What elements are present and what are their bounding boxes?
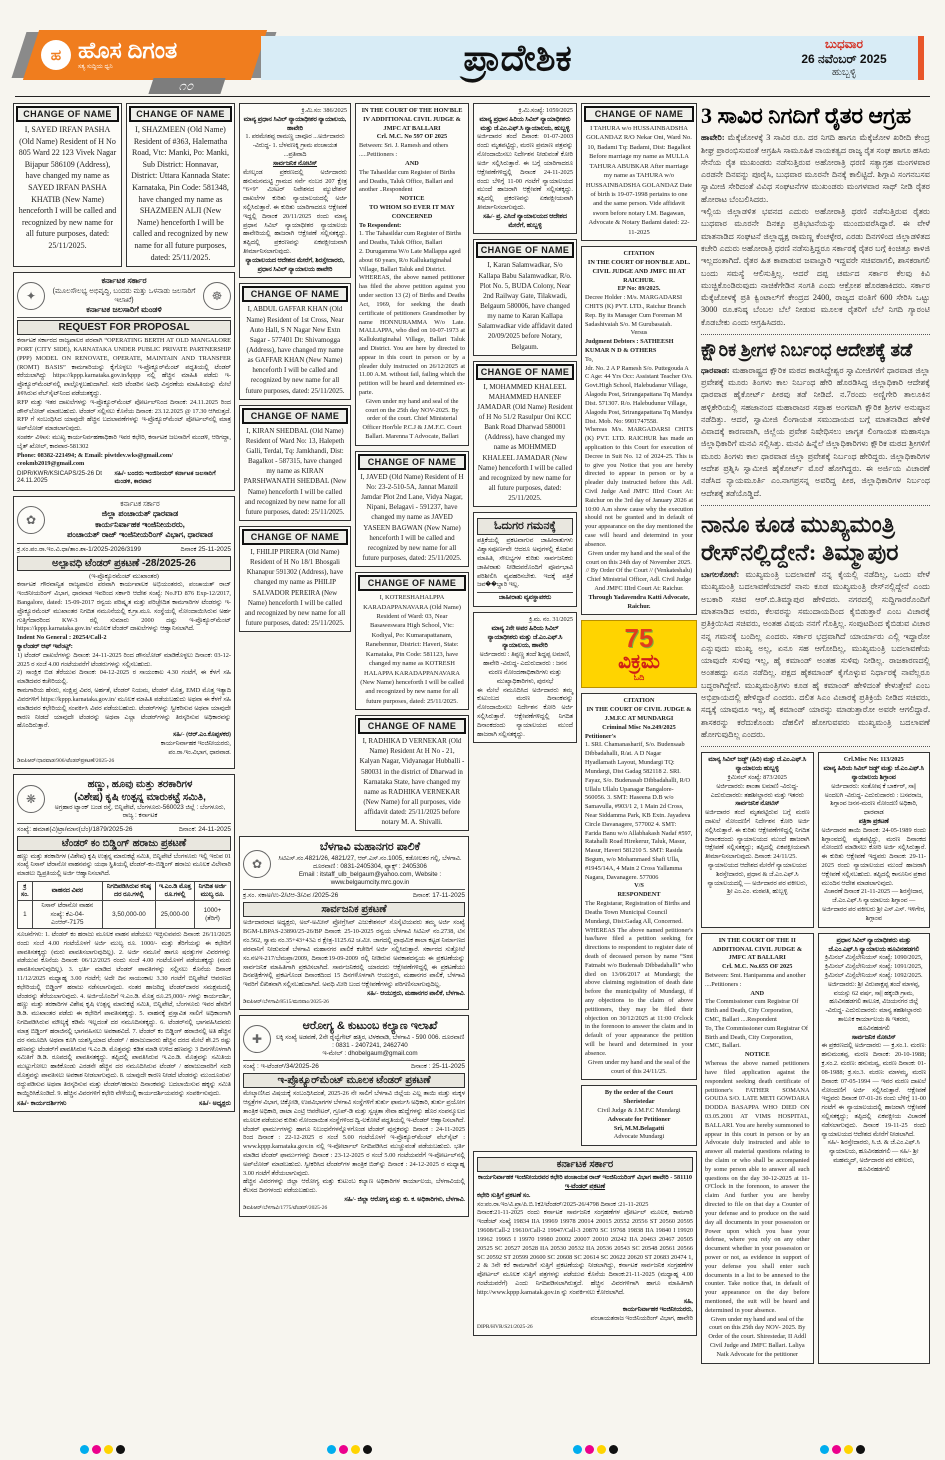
newspaper-tagline: ಸತ್ಯ ಸುದ್ದಿಯ ಧ್ವನಿ bbox=[78, 64, 113, 70]
apmc-ref: ಸಂಖ್ಯೆ: ಹಮಾಶ(ವಿ)ಟ್ರಾ/ಮಾನ(ಬೆಂ)/1879/2025-26 bbox=[17, 825, 133, 833]
notice-body: ಅರ್ಜಿದಾರರ ತಾಯಿ ದಿನಾಂಕ: 24-05-1989 ರಂದು ಶಿಗ್ಗಾಂವದಲ್ಲಿ ಮೃತಪಟ್ಟಿದ್ದು, ಮರಣ ದಿನಾಂಕದ ನೋಂದಣಿ ಮಾಡಿಸಲು ಕೋರಿ ಅರ್ಜಿ ಸಲ್ಲಿಸಿರುತ್ತಾರೆ. ಈ ಕುರಿತು ಆಕ್ಷೇಪಣೆ ಇದ್ದವರು ದಿನಾಂಕ: 29-11-2025 ರಂದು ನ್ಯಾಯಾಲಯದ ಮುಂದೆ ಹಾಜರಾಗಿ ಆಕ್ಷೇಪಣೆ ಸಲ್ಲಿಸಬಹುದು. ತಪ್ಪಿದಲ್ಲಿ ಕಾನೂನಿನ ಪ್ರಕಾರ ಮುಂದಿನ ಆದೇಶ ಮಾಡಲಾಗುವುದು. bbox=[821, 826, 926, 887]
notice-signoff: ಸಹಿ/- ಶಿರಸ್ತೇದಾರರು, ಸಿ.ಜಿ. & ಜೆ.ಎಂ.ಎಫ್.ಸಿ ನ್ಯಾಯಾಲಯ, ಹೂವಿನಹಡಗಲಿ — ಸಹಿ/- ಶ್ರೀ ಮಹಮ್ಮದ್, ಅರ್ಜಿದಾರರ ಪರ ವಕೀಲರು, ಹೂವಿನಹಡಗಲಿ bbox=[827, 1139, 920, 1173]
case-ref: ಕ್ರಿ.ಮಿ.ಸಂಖ್ಯೆ: 1059/2025 bbox=[518, 107, 573, 114]
zp-signoff1: ಸಹಿ/- (ಆರ್.ಎಂ.ಕೊಪ್ಪಳಕರ) bbox=[173, 731, 231, 739]
haveri-signoff1: ಸಹಿ, bbox=[683, 1297, 693, 1305]
court-name: ಮಾನ್ಯ 2ನೇ ಅಪರ ಹಿರಿಯ ಸಿವಿಲ್ ನ್ಯಾಯಾಧೀಶರು ಮತ್ತು ಜೆ.ಎಂ.ಎಫ್.ಸಿ ನ್ಯಾಯಾಲಯ, ಹಾವೇರಿ bbox=[487, 624, 563, 650]
haveri-title: ಇ-ಟೆಂಡರ್ ಪ್ರಕಟಣೆ bbox=[564, 1183, 606, 1190]
court-notice-113 bbox=[818, 752, 931, 927]
notice-heading: CHANGE OF NAME bbox=[584, 106, 694, 122]
article-headline: 3 ಸಾವಿರ ನಿಗದಿಗೆ ರೈತರ ಆಗ್ರಹ bbox=[701, 103, 912, 128]
parties: ಅರ್ಜಿದಾರರು: ಶ್ರೀ ವಿರುಪಾಕ್ಷಪ್ಪ ತಂದೆ ಮಾಳಪ್ಪ, ವಯಸ್ಸು 62 ವರ್ಷ, ಸಾ|| ಹಕ್ಕಂಡಿ ಗ್ರಾಮ, ಹೂವಿನಹಡಗಲಿ ತಾಲೂಕ, ವಿಜಯನಗರ ಜಿಲ್ಲೆ -ವಿರುದ್ಧ- ಎದುರುದಾರರು: ಮಾನ್ಯ ತಹಶೀಲ್ದಾರರು ತಾಲೂಕ ಕಾರ್ಯಾಲಯ & ಇತರರು, ಹೂವಿನಹಡಗಲಿ bbox=[825, 980, 922, 1032]
order-line: Civil Judge & J.M.F.C Mundargi bbox=[597, 1106, 681, 1114]
notice-heading: CHANGE OF NAME bbox=[242, 408, 348, 424]
order-line: Advocate for Petitioner bbox=[607, 1115, 671, 1123]
apmc-emblem-icon: ❋ bbox=[17, 785, 45, 813]
notice-body: I, ABDUL GAFFAR KHAN (Old Name) Resident of 1st Cross, Near Auto Hall, S N Nagar New Extn Sagar - 577401 Dt: Shivamogga (Address), have changed my name as GAFFAR KHAN (New Name) henceforth I will be called and recognized by new name for all future purposes, dated: 25/11/2025. bbox=[245, 305, 345, 395]
dateline: ಹಾವೇರಿ: bbox=[701, 133, 725, 143]
court-name: IN THE COURT OF HON'BLE ADL. CIVIL JUDGE AND JMFC III AT RAICHUR. bbox=[587, 258, 691, 284]
court-notice-ballari-597 bbox=[355, 103, 469, 446]
through-advocate: Through Yadavendra Katti Advocate, Raichur. bbox=[588, 593, 690, 610]
notice-label: NOTICE bbox=[399, 195, 425, 203]
palike-date: ದಿನಾಂಕ: 17-11-2025 bbox=[412, 892, 465, 900]
health-address: ಲಕ್ಕಿ ಸಂಖ್ಯೆ ಅಡವಣೆ, 2ನೇ ರೈಲ್ವೆಗೇಟ್ ಹತ್ತಿರ, ಟಿಳಕವಾಡಿ, ಬೆಳಗಾವಿ - 590 006. ದೂರವಾಣಿ : 0831 - 2407241, 2462740 bbox=[275, 1033, 465, 1049]
court-name: ಮಾನ್ಯ ಹಿರಿಯ ಸಿವಿಲ್ ಜಡ್ಜ್ ಮತ್ತು ಜೆ.ಎಂ.ಎಫ್.ಸಿ ನ್ಯಾಯಾಲಯ ಶಿಗ್ಗಾಂವ bbox=[823, 765, 924, 781]
zp-office1: ಜಿಲ್ಲಾ ಪಂಚಾಯತ್ ಧಾರವಾಡ bbox=[101, 509, 179, 519]
court-notice-1090 bbox=[818, 933, 931, 1364]
court-name: ಪ್ರಧಾನ ಸಿವಿಲ್ ನ್ಯಾಯಾಧೀಶರು ಮತ್ತು ಜೆ.ಎಂ.ಎಫ್.ಸಿ ನ್ಯಾಯಾಲಯ ಹೂವಿನಹಡಗಲಿ bbox=[828, 936, 920, 953]
table-row bbox=[18, 901, 231, 929]
dateline: ಬಾಗಲಕೋಟೆ: bbox=[701, 570, 740, 580]
respondent: The Tahasildar cum Register of Births and Deaths, Taluk Office, Ballari and another ..Respondent bbox=[359, 168, 456, 194]
article-divider bbox=[701, 334, 930, 335]
apmc-col-header: ವಾಹನದ ವಿವರ bbox=[32, 882, 102, 901]
notice-body: ಈ ಮೇಲೆ ನಮೂದಿಸಿದ ಅರ್ಜಿದಾರರು ತಮ್ಮ ಕುಟುಂಬದ ಮರಣ ದಿನಾಂಕವನ್ನು ನೋಂದಾಯಿಸಲು ನಿರ್ದೇಶನ ಕೋರಿ ಅರ್ಜಿ ಸಲ್ಲಿಸಿರುತ್ತಾರೆ. ಆಕ್ಷೇಪಣೆಗಳಿದ್ದಲ್ಲಿ ನಿಗದಿತ ದಿನಾಂಕದಂದು ನ್ಯಾಯಾಲಯದ ಮುಂದೆ ಹಾಜರಾಗಿ ಸಲ್ಲಿಸತಕ್ಕದ್ದು. bbox=[477, 686, 573, 738]
notice-heading: CHANGE OF NAME bbox=[242, 286, 348, 302]
weekday: ಬುಧವಾರ bbox=[825, 36, 863, 51]
notice-body: ಅರ್ಜಿದಾರರ ತಂದೆ ದಿನಾಂಕ: 01-07-2003 ರಂದು ಮೃತಪಟ್ಟಿದ್ದು, ಮರಣ ಪ್ರಮಾಣ ಪತ್ರವನ್ನು ನೋಂದಾಯಿಸಲು ನಿರ್ದೇಶನ ನೀಡುವಂತೆ ಕೋರಿ ಅರ್ಜಿ ಸಲ್ಲಿಸಿರುತ್ತಾರೆ. ಈ ಬಗ್ಗೆ ಯಾರಿಗಾದರೂ ಆಕ್ಷೇಪಣೆಗಳಿದ್ದಲ್ಲಿ ದಿನಾಂಕ 24-11-2025 ರಂದು ಬೆಳಿಗ್ಗೆ 11-00 ಗಂಟೆಗೆ ನ್ಯಾಯಾಲಯದ ಮುಂದೆ ಹಾಜರಾಗಿ ಆಕ್ಷೇಪಣೆ ಸಲ್ಲಿಸತಕ್ಕದ್ದು. ತಪ್ಪಿದಲ್ಲಿ ಪ್ರಕರಣವನ್ನು ಏಕಪಕ್ಷೀಯವಾಗಿ ತೀರ್ಮಾನಿಸಲಾಗುವುದು. bbox=[477, 133, 573, 211]
health-body1: ಮೇಲ್ಕಾಣಿಸಿದ ವಿಷಯಕ್ಕೆ ಸಂಬಂಧಿಸಿದಂತೆ, 2025-26 ನೇ ಸಾಲಿಗೆ ಬೆಳಗಾವಿ ಜಿಲ್ಲೆಯ ಎಲ್ಲ ತಾಯಿ ಮತ್ತು ಮಕ್ಕಳ ಆಸ್ಪತ್ರೆಗಳ ವಿಭಾಗ, ಚಿಕ್ಕೋಡಿ, ಉಪವಿಭಾಗಗಳ ಬೆಳಗಾವಿ ಸಂಸ್ಥೆಗಳಿಗೆ ತುರ್ತು ಫಾರ್ಮಸಿ ಅಧಿಕಾರಿ, ತುರ್ತು ಪ್ರಯೋಗ ತಾಂತ್ರಿಕ ಅಧಿಕಾರಿ, ಡಾಟಾ ಎಂಟ್ರಿ ಆಪರೇಟರ್, ಗ್ರೂಪ್-ಡಿ ಮತ್ತು ಸ್ವಚ್ಛತಾ ಸೇವಾ ಹುದ್ದೆಗಳನ್ನು ಹೊರ ಸಂಪನ್ಮೂಲದ ಮೂಲಕ ಪಡೆಯುವ ಕುರಿತು ನೋಂದಾಯಿತ ಸಂಸ್ಥೆಗಳಿಂದ ದ್ವಿ-ಲಕೋಟೆ ಪದ್ಧತಿಯಲ್ಲಿ ಇ-ಟೆಂಡರ್ ಆಹ್ವಾನಿಸಲಾಗಿದೆ. bbox=[243, 1090, 465, 1124]
notice-body: I, KIRAN SHEDBAL (Old Name) Resident of Ward No: 13, Halepeth Galli, Terdal, Tq: Jamkhandi, Dist: Bagalkot - 587315, have changed my name as KIRAN PARSHWANATH SHEDBAL (New Name) henceforth I will be called and recognized by new name for all future purposes, dated: 25/11/2025. bbox=[243, 426, 347, 516]
date-block bbox=[774, 37, 924, 80]
respondent-label: RESPONDENT bbox=[617, 891, 661, 899]
notice-body: I, MOHAMMED KHALEEL MAHAMMED HANEEF JAMADAR (Old Name) Resident of H No 51/2 Rasulpur Oni KCC Bank Road Dharwad 580001 (Address), have changed my name as MOHMMED KHALEEL JAMADAR (New Name) henceforth I will be called and recognized by new name for all future purposes, dated: 25/11/2025. bbox=[477, 382, 573, 503]
and-label: AND bbox=[405, 159, 419, 167]
notice-footer: Given under my hand and seal of the court on this 25th day NOV- 2025. By Order of the court. Shirestedar, II Addl Civil Judge and JMFC Ballari. Laliya Naik Advocate for the petitioner bbox=[708, 1315, 807, 1358]
column-a bbox=[13, 103, 235, 1423]
readers-note-signoff: ಜಾಹೀರಾತು ವ್ಯವಸ್ಥಾಪಕರು bbox=[477, 592, 573, 603]
court-name: ಮಾನ್ಯ ಪ್ರಧಾನ ಹಿರಿಯ ಸಿವಿಲ್ ನ್ಯಾಯಾಧೀಶರು ಮತ್ತು ಜೆ.ಎಂ.ಎಫ್.ಸಿ ನ್ಯಾಯಾಲಯ, ಹುಬ್ಬಳ್ಳಿ bbox=[479, 115, 571, 132]
right-notices-row2 bbox=[701, 933, 930, 1369]
court-notice-655 bbox=[701, 933, 814, 1364]
haveri-ref: ಸಂ:ಪಂ.ರಾ.ಇಂ/ವಿ.ಪ್ರಾ/ಪಿ.ಬಿ.1ಕ2/ಟೆಂಡರ್/2025-26/4798 ದಿನಾಂಕ :21-11-2025 bbox=[477, 1200, 649, 1208]
vikrama-75-badge: 75 bbox=[624, 623, 654, 654]
notice-body: I, SHAZMEEN (Old Name) Resident of #363, Halematha Road, Vtc: Manki, Po: Manki, Sub District: Honnavar, District: Uttara Kannada State: Karnataka, Pin Code: 581348, have changed my name as SHAZMEEN ALJI (New Name) henceforth I will be called and recognized by new name for all future purposes, dated: 25/11/2025. bbox=[131, 125, 230, 262]
rfp-gov1: ಕರ್ನಾಟಕ ಸರ್ಕಾರ bbox=[101, 276, 147, 286]
between: Between: Smt. Hanipamma and another ....Petitioners : bbox=[705, 971, 806, 988]
column-de bbox=[473, 103, 697, 1423]
vs-label: V/S bbox=[634, 882, 644, 890]
article-headline: ನಾನೂ ಕೂಡ ಮುಖ್ಯಮಂತ್ರಿ ರೇಸ್‌ನಲ್ಲಿದ್ದೇನೆ: ತಿಮ್ಮಾಪುರ bbox=[701, 511, 899, 565]
haveri-signoff2: ಕಾರ್ಯನಿರ್ವಾಹಕ ಇಂಜಿನೀಯರರು, bbox=[622, 1306, 693, 1314]
article-body: ಮಹಾರಾಷ್ಟ್ರದ ಕ್ಷೌರಿಕ ಮಠದ ಕಾಡಸಿದ್ಧೇಶ್ವರ ಸ್ವಾಮೀಜಿಗಳಿಗೆ ಧಾರವಾಡ ಜಿಲ್ಲಾ ಪ್ರವೇಶಕ್ಕೆ ಮೂರು ತಿಂಗಳು ಕಾಲ ನಿರ್ಬಂಧ ಹೇರಿ ಹೊರಡಿಸಿದ್ದ ಜಿಲ್ಲಾಧಿಕಾರಿ ಆದೇಶಕ್ಕೆ ಧಾರವಾಡ ಹೈಕೋರ್ಟ್ ಪೀಠವು ತಡೆ ನೀಡಿದೆ. ನ.7ರಂದು ಅಣ್ಣಿಗೇರಿ ತಾಲೂಕಿನ ಹಳ್ಳಿಕೇರಿಯಲ್ಲಿ ಸಹಜಾನಂದ ಮಹಾರಾಜರ ಸಪ್ತಾಹ ಅಂಗವಾಗಿ ಕ್ಷೌರಿಕ ಶ್ರೀಗಳ ಅನುಷ್ಠಾನ ನಡೆದಿತ್ತು. ಆದರೆ, ಸ್ವಾಮೀಜಿ ಲಿಂಗಾಯತ ಸಮುದಾಯದ ಬಗ್ಗೆ ಮಾತನಾಡಿದ ಹೇಳಿಕೆ ವಿವಾದಕ್ಕೆ ಕಾರಣವಾಗಿ, ಜಿಲ್ಲೆಯ ಪ್ರವೇಶ ನಿಷೇಧಿಸಲು ಜಾಗೃತ ಲಿಂಗಾಯತ ಮಹಾಸಭಾ ಜಿಲ್ಲಾಧಿಕಾರಿಗೆ ಮನವಿ ಸಲ್ಲಿಸಿತ್ತು. ಮನವಿ ಹಿನ್ನೆಲೆ ಜಿಲ್ಲಾಧಿಕಾರಿಗಳು ಕ್ಷೌರಿಕ ಮಠದ ಶ್ರೀಗಳಿಗೆ ಮೂರು ತಿಂಗಳು ಕಾಲ ಧಾರವಾಡ ಜಿಲ್ಲಾ ಪ್ರವೇಶಕ್ಕೆ ನಿರ್ಬಂಧ ಹೇರಿದ್ದರು. ಜಿಲ್ಲಾಧಿಕಾರಿಗಳ ಆದೇಶ ಪ್ರಶ್ನಿಸಿ ಸ್ವಾಮೀಜಿ ಹೈಕೋರ್ಟ್ ಮೊರೆ ಹೋಗಿದ್ದರು. ಈ ಅರ್ಜಿಯ ವಿಚಾರಣೆ ನಡೆಸಿದ ನ್ಯಾಯಮೂರ್ತಿ ಎಂ.ನಾಗಪ್ರಸನ್ನ ಅವರಿದ್ದ ಪೀಠ, ಜಿಲ್ಲಾಧಿಕಾರಿಗಳ ನಿರ್ಬಂಧ ಆದೇಶಕ್ಕೆ ತಡೆಯೊಡ್ಡಿದೆ. bbox=[701, 365, 931, 498]
respondent-1: 1. The Tahasildar cum Register of Births and Deaths, Taluk Office, Ballari bbox=[359, 230, 462, 247]
change-of-name-notice bbox=[239, 283, 351, 399]
health-email: ಇ-ಮೇಲ್ : dhobelgaum@gmail.com bbox=[322, 1050, 418, 1058]
petitioners: 1. SRI. Chamanasharif, S/o. Budensaab Dibbadahalli, R/at. A D Nagar Hyadlamath Layout, Mundargi TQ: Mundargi, Dist Gadag 582118 2. SRI. Fayaz, S/o. Budenasab Dibbadahalli, R/O Ullalu Ullalu Upanagar Bangalore-560056. 3. SMT: Haseena D.B w/o Samavulla, #903/1 2, 1 Main 2d Cross, Near Siddamma Park, KB Extn. Jayadeva Circle Davanagere, 577002 4. SMT: Farida Banu w/o Allabhakash Nadaf #597, Ratahalli Road Hirekerur, Taluk, Masur, Masur, Haveri 581210 5. SMT: Rasida Begum, w/o Mohammaed Shafi Ulla, #1945/14A, 4 Main 2 Cross Yallamma Nagara, Davanagere. 577006 bbox=[585, 741, 693, 881]
newspaper-logo bbox=[31, 30, 266, 92]
apmc-signoff-left: ಸಹಿ/- ಕಾರ್ಯದರ್ಶಿಗಳು bbox=[17, 1100, 67, 1108]
health-body3: ಹೆಚ್ಚಿನ ವಿವರಗಳನ್ನು ಜಿಲ್ಲಾ ಆರೋಗ್ಯ ಮತ್ತು ಕುಟುಂಬ ಕಲ್ಯಾಣ ಅಧಿಕಾರಿಗಳ ಕಾರ್ಯಾಲಯ, ಬೆಳಗಾವಿಯಲ್ಲಿ ಕೆಲಸದ ದಿನಗಳಂದು ಪಡೆಯಬಹುದು. bbox=[243, 1178, 465, 1195]
readers-note-body: ಪತ್ರಿಕೆಯಲ್ಲಿ ಪ್ರಕಟವಾಗುವ ಜಾಹೀರಾತುಗಳು ವಿಶ್ವಾಸಪೂರ್ಣವೇ ಆದರೂ ಅವುಗಳಲ್ಲಿ ಕೊಡುವ ಮಾಹಿತಿ, ಸೌಲಭ್ಯಗಳ ಕುರಿತು ಸಾರ್ವಜನಿಕರು ಜಾಹೀರಾತು ನೀಡಿದವರೊಂದಿಗೆ ಪೂರ್ವಭಾವಿ ಪರಿಶೀಲಿಸಿ ವ್ಯವಹರಿಸಬೇಕು. ಇದಕ್ಕೆ ಪತ್ರಿಕೆ ಜವ��ಬ್ದಾರಿ ಇಲ್ಲ. bbox=[477, 537, 573, 589]
case-number: ಕ್ರಿಮಿನಲ್ ಸಂಖ್ಯೆ: 873/2025 bbox=[727, 773, 787, 781]
respondent-2: 2. Durugamma W/o Late Mallappa aged about 60 years, R/o Kallukatiginahal Village, Ballari Taluk and District. bbox=[359, 248, 461, 273]
zp-sched2: 2) ಸಾಂಕ್ಷಿಕ ಬಿಡ ತೆರೆಯುವ ದಿನಾಂಕ: 04-12-2025 ರ ಸಾಯಂಕಾಲ 4.30 ಗಂಟೆಗೆ, ಈ ಕೆಳಗೆ ಸಹಿ ಮಾಡಿದವರ ಕಚೇರಿಯಲ್ಲಿ. bbox=[17, 669, 231, 686]
court-notice-haveri-386 bbox=[239, 103, 351, 278]
section-title: ಪ್ರಾದೇಶಿಕ bbox=[463, 37, 572, 78]
notice-heading: CHANGE OF NAME bbox=[476, 242, 574, 258]
masthead bbox=[13, 30, 932, 92]
govt-seal-icon: ✦ bbox=[17, 282, 45, 310]
rfp-notice bbox=[13, 272, 235, 491]
health-signoff: ಸಹಿ/- ಜಿಲ್ಲಾ ಆರೋಗ್ಯ ಮತ್ತು ಕು. ಕ. ಅಧಿಕಾರಿಗಳು, ಬೆಳಗಾವಿ. bbox=[344, 1196, 465, 1204]
apmc-table bbox=[17, 881, 231, 929]
cmyk-dots bbox=[80, 1445, 125, 1454]
apmc-conditions: ಸೂಚನೆಗಳು: 1. ಟೆಂಡರ್ ಕಂ ಹರಾಜು ಮೂಲಕ ವಾಹನ ಪಡೆಯಲು ಇಚ್ಛಿಸುವವರು ದಿನಾಂಕ: 26/11/2025 ರಂದು ಸಂಜೆ 4.00 ಗಂಟೆಯೊಳಗೆ ಅರ್ಜಿ ಮುಲ್ಯ ರೂ. 1000/- ಮತ್ತು ತೆರಿಗೆಯನ್ನು ಈ ಕಛೇರಿಗೆ ಪಾವತಿಸತಕ್ಕದ್ದು (ಮರು ಪಾವತಿಸಲಾಗುವುದಿಲ್ಲ). 2. ಅರ್ಜಿ ನಮೂನೆ ಹಾಗೂ ಷರತ್ತುಗಳ ವಿವರಗಳನ್ನು ಪಡೆಯುವ ಕೊನೆಯ ದಿನಾಂಕ: 06/12/2025 ರಂದು ಸಂಜೆ 4.00 ಗಂಟೆಯೊಳಗೆ ಪಡೆಯತಕ್ಕದ್ದು (ಮರು ಪಾವತಿಸಲಾಗುವುದಿಲ್ಲ). 3. ಭರ್ತಿ ಮಾಡಿದ ಟೆಂಡರ್ ಪಾವತಿಗಳನ್ನು ಸಲ್ಲಿಸಲು ಕೊನೆಯ ದಿನಾಂಕ 11/12/2025 ಮಧ್ಯಾಹ್ನ 3.00 ಗಂಟೆಗೆ; ಅದೇ ದಿನ ಸಾಯಂಕಾಲ 3.30 ಗಂಟೆಗೆ ಬಿನ್ನಿಪೇಟೆ ಆವರಣದ ಕಛೇರಿಯಲ್ಲಿ ಬಿಡ್ಡಿಂಗ್ ಹರಾಜು ನಡೆಸಲಾಗುವುದು. ನಂತರ ಹಾಜರಿದ್ದ ಟೆಂಡರ್‌ದಾರರ ಸಮಕ್ಷಮದಲ್ಲಿ ಟೆಂಡರನ್ನು ತೆರೆಯಲಾಗುವುದು. 4. ಅರ್ಜಿಯೊಂದಿಗೆ ಇ.ಎಂ.ಡಿ. ಮೊತ್ತ ರೂ.25,000/- ಗಳನ್ನು ಕಾರ್ಯದರ್ಶಿ, ಹಣ್ಣು ಮತ್ತು ತರಕಾರಿಗಳ ವಿಶೇಷ ಕೃಷಿ ಉತ್ಪನ್ನ ಮಾರುಕಟ್ಟೆ ಸಮಿತಿ, ಬಿನ್ನಿಪೇಟೆ, ಬೆಂಗಳೂರು ಇವರ ಹೆಸರಿಗೆ ಡಿ.ಡಿ. ಮುಖಾಂತರ ಪಡೆದು ಈ ಕಛೇರಿಗೆ ಪಾವತಿಸತಕ್ಕದ್ದು. 5. ವಾಹನಕ್ಕೆ ಪ್ರಸ್ತಾವಿತ ಸಾಲಿಗೆ ಅಧಿಕಾಂಗಾಗಿ ನಿಗದಿಪಡಿಸಿರುವ ಮೌಲ್ಯಕ್ಕೆ ಕಡಿಮೆ ಇಲ್ಲದಂತೆ ದರ ನಮೂದಿಸತಕ್ಕದ್ದು. 6. ಟೆಂಡರ್‌ನಲ್ಲಿ ಭಾಗವಹಿಸಿದವರು ಮಾತ್ರ ಬಿಡ್ಡಿಂಗ್ ಹರಾಜಿನಲ್ಲಿ ಭಾಗವಹಿಸಲು ಅವಕಾಶವಿದೆ. 7. ಟೆಂಡರ್ ಕಂ ಬಿಡ್ಡಿಂಗ್ ಹರಾಜಿನಲ್ಲಿ ಅತಿ ಹೆಚ್ಚಿನ ದರ ನಮೂದಿಸಿ ಅಥವಾ ಕೂಗಿ ಯಶಸ್ವಿಯಾದ ಟೆಂಡರ್ / ಹರಾಜುದಾರರು ಹೆಚ್ಚಿನ ದರದ ಮೇಲೆ ಶೇ.25 ರಷ್ಟು ಹಣವನ್ನು ಟೆಂಡರ್‌ಗೆ ಪಾವತಿಸಿರುವ ಇ.ಎಂ.ಡಿ. ಮೊತ್ತವನ್ನು ಕಡಿತ ಮಾಡಿ ಉಳಿದ ಹಣವನ್ನು 3 ದಿನಗಳೊಳಗಾಗಿ ಸಮಿತಿಗೆ ಡಿ.ಡಿ. ರೂಪದಲ್ಲಿ ಪಾವತಿಸತಕ್ಕದ್ದು. ತಪ್ಪಿದಲ್ಲಿ ಪಾವತಿಸಿರುವ ಇ.ಎಂ.ಡಿ. ಮೊತ್ತವನ್ನು ಸಮಿತಿಯ ಮುಟ್ಟುಗೋಲು ಹಾಕಿಕೊಂಡು ಎರಡನೇ ಹೆಚ್ಚಿನ ದರ ನಮೂದಿಸಿರುವ ಟೆಂಡರ್ / ಹರಾಜುದಾರರಿಗೆ ಸದರಿ ಮೊತ್ತವನ್ನು ಪಾವತಿಸಲು ಅವಕಾಶ ನೀಡಲಾಗುವುದು. 8. ಯಾವುದೇ ಕಾರಣ ನೀಡದೆ ಟೆಂಡರನ್ನು ಮುಂದೂಡುವ/ರದ್ದುಪಡಿಸುವ ಅಥವಾ ತಿರಸ್ಕರಿಸುವ ಮತ್ತು ಟೆಂಡರ್/ಹರಾಜು ದಿನಾಂಕವನ್ನು ಬದಲಾಯಿಸುವ ಹಕ್ಕನ್ನು ಸಮಿತಿ ಕಾಯ್ದಿರಿಸಿಕೊಂಡಿದೆ. 9. ಹೆಚ್ಚಿನ ವಿವರಗಳಿಗೆ ಕಛೇರಿ ವೇಳೆಯಲ್ಲಿ ಕಾರ್ಯದರ್ಶಿಯವರನ್ನು ಸಂಪರ್ಕಿಸುವುದು. bbox=[17, 930, 231, 1097]
health-date: ದಿನಾಂಕ : 25-11-2025 bbox=[410, 1063, 465, 1071]
cmyk-dots bbox=[573, 1445, 618, 1454]
health-title: ಇ-ಪ್ರೊಕ್ಯೂರ್‌ಮೆಂಟ್ ಮೂಲಕ ಟೆಂಡರ್ ಪ್ರಕಟಣೆ bbox=[243, 1073, 465, 1088]
health-emblem-icon: ✚ bbox=[243, 1025, 271, 1053]
case-ref: ಕ್ರಿ.ಮ. ನಂ. 31/2025 bbox=[528, 616, 573, 624]
notice-heading: CHANGE OF NAME bbox=[358, 718, 466, 734]
health-dept-tender bbox=[239, 1015, 469, 1216]
case-numbers: ಕ್ರಿಮಿನಲ್ ಮಿಸ್ಸೆಲೇನಿಯಸ್ ಸಂಖ್ಯೆ: 1090/2025, ಕ್ರಿಮಿನಲ್ ಮಿಸ್ಸೆಲೇನಿಯಸ್ ಸಂಖ್ಯೆ: 1091/2025, ಕ್ರಿಮಿನಲ್ ಮಿಸ್ಸೆಲೇನಿಯಸ್ ಸಂಖ್ಯೆ: 1092/2025. bbox=[824, 954, 923, 979]
notice-heading: CHANGE OF NAME bbox=[129, 106, 232, 122]
citation-body: Whereas M/s. MARGADARSI CHITS (K) PVT. LTD. RAICHUR has made an application to this Court for execution of Decree in Suit No. 12 of 2024-25. This is to give you Notice that you are hereby directed to appear in person or by a pleader duly instructed before this Adl. Civil Judge And JMFC IIIrd Court At: Raichur on the 3rd day of January 2026 at 10:00 A.m show cause why the execution should not be granted and in default of your appearance on the day mentioned the case will heard and determind in your absence. bbox=[585, 426, 693, 548]
rfp-gov3: ಕರ್ನಾಟಕ ಜಲಸಾರಿಗೆ ಮಂಡಳಿ bbox=[86, 304, 162, 314]
citation-footer: Given under my hand and the seal of the court of this 24/11/25. bbox=[587, 1058, 691, 1075]
citation-footer: Given under my hand and the seal of the court on this 24th day of November 2025. // By Order Of the Court // (Venkateshalu) Chief Ministrial Officer, Adl. Civil Judge And JMFC IIIrd Court At: Raichur. bbox=[585, 549, 693, 592]
article-cm-race bbox=[701, 511, 930, 741]
notice-body: ಈ ಪ್ರಕರಣದಲ್ಲಿ ಅರ್ಜಿದಾರರು — ಕ್ರ.ಸಂ.1. ಮರಣ: ಹನುಮಂತಪ್ಪ, ಮರಣ ದಿನಾಂಕ: 20-10-1988; ಕ್ರ.ಸಂ.2. ಮರಣ: ಹನುಮವ್ವ, ಮರಣ ದಿನಾಂಕ: 01-08-1988; ಕ್ರ.ಸಂ.3. ಮರಣ: ಮಾಳಮ್ಮ, ಮರಣ ದಿನಾಂಕ: 07-05-1994 — ಇವರ ಮರಣ ದಾಖಲೆ ನೋಂದಣಿಗೆ ಅರ್ಜಿ ಸಲ್ಲಿಸಿರುತ್ತಾರೆ. ಆಕ್ಷೇಪಣೆ ಇದ್ದವರು ದಿನಾಂಕ 07-01-26 ರಂದು ಬೆಳಿಗ್ಗೆ 11-00 ಗಂಟೆಗೆ ಈ ನ್ಯಾಯಾಲಯದಲ್ಲಿ ಹಾಜರಾಗಿ ಆಕ್ಷೇಪಣೆ ಸಲ್ಲಿಸತಕ್ಕದ್ದು; ತಪ್ಪಿದಲ್ಲಿ ಏಕಪಕ್ಷೀಯ ವಿಚಾರಣೆ ನಡೆಸಲಾಗುವುದು. ದಿನಾಂಕ 19-11-25 ರಂದು ನ್ಯಾಯಾಲಯದ ಆದೇಶದ ಮೇರೆಗೆ ನೀಡಲಾಗಿದೆ. bbox=[821, 1042, 926, 1138]
court-notice-krim31 bbox=[473, 612, 577, 743]
zp-ref: ಕ್ರ.ಸಂ.ಪಂ.ರಾ.ಇಂ.ವಿ.ಧಾ/ತಾಂ.ಶಾ-1/2025-2026/3199 bbox=[17, 545, 141, 553]
parties: ಅರ್ಜಿದಾರರು: ಶಾಂತಾ ಲಮಾಣಿ -ವಿರುದ್ಧ- ಎದುರುದಾರರು: ತಹಶೀಲ್ದಾರರು ಮತ್ತು ಇತರರು bbox=[710, 782, 804, 799]
and-label: AND bbox=[750, 989, 765, 997]
notice-label: NOTICE bbox=[744, 1051, 770, 1059]
article-body: ಮುಖ್ಯಮಂತ್ರಿ ಬದಲಾವಣೆ ನನ್ನ ಕೈಯಲ್ಲಿ ನಡೆದಿಲ್ಲ, ಒಂದು ವೇಳೆ ಮುಖ್ಯಮಂತ್ರಿ ಬದಲಾವಣೆಯಾದರೆ ನಾನು ಕೂಡ ಮುಖ್ಯಮಂತ್ರಿ ರೇಸ್‌ನಲ್ಲಿದ್ದೇನೆ ಎಂದು ಅಬಕಾರಿ ಸಚಿವ ಆರ್.ಬಿ.ತಿಮ್ಮಾಪುರ ಹೇಳಿದರು. ನಗರದಲ್ಲಿ ಸುದ್ದಿಗಾರರೊಂದಿಗೆ ಮಾತನಾಡಿದ ಅವರು, ಕೆಲವರನ್ನು ಸಮುದಾಯದಿಂದ ಕೈಬಿಡುತ್ತಾರೆ ಎಂಬ ವಿಚಾರಕ್ಕೆ ಪ್ರತಿಕ್ರಿಯಿಸಿದ ಸಚಿವರು, ಅಂತಹ ವಿಷಯ ನನಗೆ ಗೊತ್ತಿಲ್ಲ. ಸಂಪುಟದಿಂದ ಕೈಬಿಡುವ ವಿಚಾರ ನನ್ನ ಗಮನಕ್ಕೆ ಬಂದಿಲ್ಲ ಎಂದರು. ಸರ್ಕಾರ ಭದ್ರವಾಗಿದೆ ಯಾರ್ಯಾರು ಎಲ್ಲಿ ಇದ್ದಾರೋ ಎನ್ನುವುದು ಮುಖ್ಯ ಅಲ್ಲ, ಏನೂ ಸಹ ಆಗೋದಿಲ್ಲ, ಮುಖ್ಯಮಂತ್ರಿ ಬದಲಾವಣೆಯ ಯಾವುದೇ ಸುಳಿವು ಇಲ್ಲ, ಹೈ ಕಮಾಂಡ್ ಅಂತಹ ಸುಳಿವು ನೀಡಿಲ್ಲ. ರಾಜಕಾರಣದಲ್ಲಿ ಅಂತಹದ್ದು ಏನೂ ನಡೆದಿಲ್ಲ. ಪಕ್ಷದ ಹೈಕಮಾಂಡ್ ಕೈಗೊಳ್ಳುವ ನಿರ್ಧಾರಕ್ಕೆ ನಾವೆಲ್ಲರೂ ಬದ್ಧರಾಗಿದ್ದೇವೆ. ಮುಖ್ಯಮಂತ್ರಿಗಳು ಕೂಡ ಹೈ ಕಮಾಂಡ್ ಹೇಳಿದಂತೆ ಕೇಳುತ್ತೇವೆ ಎಂಬ ಅಭಿಪ್ರಾಯದಲ್ಲಿ ಹೇಳಿದ್ದಾರೆ ಎಂದರು. ದಲಿತ ಸಿಎಂ ವಿಚಾರಕ್ಕೆ ಪ್ರತಿಕ್ರಿಯೆ ನೀಡಿದ ಸಚಿವರು, ಸದ್ಯಕ್ಕೆ ಯಾವುದೂ ಇಲ್ಲ, ಹೈ ಕಮಾಂಡ್ ಯಾರನ್ನು ಮಾಡುತ್ತಾರೋ ಅವರೇ ಆಗಲಿದ್ದಾರೆ. ಶಾಸಕರನ್ನು ಕರೆದುಕೊಂಡು ದೆಹಲಿಗೆ ಹೋಗುವವರು ಮುಖ್ಯಮಂತ್ರಿ ಬದಲಾವಣೆ ಹೋಗುವುದಿಲ್ಲ ಎಂದರು. bbox=[701, 570, 930, 739]
parties: ಅರ್ಜಿದಾರರು : ತಿಪ್ಪಣ್ಣ ತಂದೆ ಶಿದ್ದಪ್ಪ ಲಮಾಣಿ, ಹಾವೇರಿ -ವಿರುದ್ಧ- ಎದುರುದಾರರು : ಜನನ ಮರಣ ನೋಂದಣಾಧಿಕಾರಿಗಳು ಮತ್ತು ಮುಖ್ಯಾಧಿಕಾರಿಗಳು, ಪುರಸಭೆ bbox=[479, 651, 571, 685]
notice-footer: ವಿಚಾರಣೆ ದಿನಾಂಕ 21-11-2025 — ಶಿರಸ್ತೇದಾರ, ಜೆ.ಎಂ.ಎಫ್.ಸಿ ನ್ಯಾಯಾಲಯ ಶಿಗ್ಗಾಂವ — ಅರ್ಜಿದಾರರ ಪರ ವಕೀಲರು ಶ್ರೀ ಎಸ್.ಎಸ್. ಇಳಿಗೇರ, ಶಿಗ್ಗಾಂವ bbox=[822, 888, 926, 922]
rfp-gov2: (ಮೂಲಸೌಲಭ್ಯ ಅಭಿವೃದ್ಧಿ, ಬಂದರು ಮತ್ತು ಒಳನಾಡು ಜಲಸಾರಿಗೆ ಇಲಾಖೆ) bbox=[52, 287, 196, 304]
change-of-name-notice bbox=[239, 526, 351, 632]
article-maize-price bbox=[701, 103, 930, 329]
haveri-etender-notice bbox=[473, 1151, 697, 1336]
rfp-contact: Phone: 08382-221494; & Email: piwtdev.wks@gmail.com/ ceokmb2019@gmail.com bbox=[17, 451, 173, 468]
notice-heading: CHANGE OF NAME bbox=[476, 364, 574, 380]
apmc-col-header: ಇ.ಎಂ.ಡಿ ಮೊತ್ತ ರೂ.ಗಳಲ್ಲಿ bbox=[156, 882, 195, 901]
palike-contact: Email : itstaff_ulb_belgaum@yahoo.com, Website : www.belgaumcity.mrc.gov.in bbox=[298, 871, 442, 887]
nautical-wheel-icon: ☸ bbox=[203, 282, 231, 310]
change-of-name-notice bbox=[473, 239, 577, 355]
notice-body: ಅರ್ಜಿದಾರರ ತಂದೆ ಮೃತಪಟ್ಟಿರುವ ಬಗ್ಗೆ ಮರಣ ದಾಖಲೆ ನೋಂದಣಿಗೆ ನಿರ್ದೇಶನ ಕೋರಿ ಅರ್ಜಿ ಸಲ್ಲಿಸಿರುತ್ತಾರೆ. ಈ ಕುರಿತು ಆಕ್ಷೇಪಣೆಗಳಿದ್ದಲ್ಲಿ ನಿಗದಿತ ದಿನಾಂಕದಂದು ನ್ಯಾಯಾಲಯದ ಮುಂದೆ ಹಾಜರಾಗಿ ಆಕ್ಷೇಪಣೆ ಸಲ್ಲಿಸತಕ್ಕದ್ದು; ತಪ್ಪಿದಲ್ಲಿ ಏಕಪಕ್ಷೀಯವಾಗಿ ತೀರ್ಮಾನಿಸಲಾಗುವುದು. ದಿನಾಂಕ: 24/11/25. bbox=[705, 809, 810, 861]
notice-title: ಸಾರ್ವಜನಿಕ ನೋಟಿಸ್ bbox=[735, 800, 780, 808]
apmc-col-header: ಕ್ರ ಸಂ. bbox=[18, 882, 33, 901]
rfp-signoff: ಸಹಿ/- ಬಂದರು ಇಂಜಿನೀಯರ್ ಕರ್ನಾಟಕ ಜಲಸಾರಿಗೆ ಮಂಡಳಿ, ಕಾರವಾರ bbox=[114, 470, 216, 486]
rfp-code: DIPR/KWR/KSICAPS/25-26 Dt 24.11.2025 bbox=[17, 470, 102, 485]
notice-body: I, SAYED IRFAN PASHA (Old Name) Resident of H No 805 Ward 22 123 Vivek Nagar Bijapur 586109 (Address), have changed my name as SAYED IRFAN PASHA KHATIB (New Name) henceforth I will be called and recognized by new name for all future purposes, dated: 25/11/2025. bbox=[18, 125, 117, 250]
belagavi-palike-notice bbox=[239, 836, 469, 1010]
publication-date: 26 ನವೆಂಬರ್ 2025 bbox=[801, 51, 887, 66]
change-of-name-notice bbox=[355, 572, 469, 710]
court-notice-1059 bbox=[473, 103, 577, 234]
case-number: Crl. M.C. No 597 OF 2025 bbox=[376, 133, 448, 141]
case-number: Criminal Misc No.249/2025 bbox=[602, 723, 676, 731]
notice-body: I, JAVED (Old Name) Resident of H No: 23-2-510-5A, Jannat Manzil Jamdar Plot 2nd Lane, Vidya Nagar, Nipani, Belagavi - 591237, have changed my name as JAVED YASEEN BAGWAN (New Name) henceforth I will be called and recognized by new name for all future purposes, dated: 25/11/2025. bbox=[360, 472, 464, 562]
rfp-body2: RFP ಮತ್ತು ಇತರ ದಾಖಲೆಗಳನ್ನು ಇ-ಪ್ರೊಕ್ಯೂರ್‌ಮೆಂಟ್ ಪೋರ್ಟಲ್‌ನಿಂದ ದಿನಾಂಕ: 24.11.2025 ರಿಂದ ಡೌನ್‌ಲೋಡ್ ಮಾಡಬಹುದು. ಟೆಂಡರ್ ಸಲ್ಲಿಸಲು ಕೊನೆಯ ದಿನಾಂಕ: 23.12.2025 @ 17.30 ಆಗಿರುತ್ತದೆ. RFP ಗೆ ಸಂಬಂಧಿಸಿದ ಯಾವುದೇ ಹೆಚ್ಚಿನ ಬದಲಾವಣೆಗಳನ್ನು ಇ-ಪ್ರೊಕ್ಯೂರ್‌ಮೆಂಟ್ ಪೋರ್ಟಲ್‌ನಲ್ಲಿ ಮಾತ್ರ ಅಪ್‌ಲೋಡ್ ಮಾಡಲಾಗುವುದು. bbox=[17, 398, 231, 433]
apmc-address: ಅಗ್ರಹಾರ ಟ್ಯಾಂಕ್ ಬಂಡ ರಸ್ತೆ, ಬಿನ್ನಿಪೇಟೆ, ಬೆಂಗಳೂರು-560023 ಜಿಲ್ಲೆ : ಬೆಂಗಳೂರು, ರಾಜ್ಯ : ಕರ್ನಾಟಕ bbox=[54, 804, 226, 820]
zp-signoff2: ಕಾರ್ಯನಿರ್ವಾಹಕ ಇಂಜಿನೀಯರರು, bbox=[160, 739, 231, 747]
edition-city: ಹುಬ್ಬಳ್ಳಿ bbox=[831, 66, 857, 78]
article-divider bbox=[701, 505, 930, 506]
health-ref: ಸಂಖ್ಯೆ : ಇ-ಟೆಂಡರ್/34/2025-26 bbox=[243, 1063, 319, 1071]
court-name: IN THE COURT OF THE II ADDITIONAL CIVIL JUDGE & JMFC AT BALLARI bbox=[712, 936, 803, 962]
article-body: ಇಲ್ಲಿಯ ಜಿಲ್ಲಾಡಳಿತ ಭವನದ ಎದುರು ಅಹೋರಾತ್ರಿ ಧರಣಿ ನಡೆಸುತ್ತಿರುವ ರೈತರು ಬುಧವಾರ ಮೂರನೇ ದಿನಕ್ಕೂ ಪ್ರತಿಭಟನೆಯನ್ನು ಮುಂದುವರೆಸಿದ್ದಾರೆ. ಈ ವೇಳೆ ಮಾತನಾಡಿದ ಸಂಘಟನೆ ಜಿಲ್ಲಾಧ್ಯಕ್ಷ ರಾಮಣ್ಣ ಕೆಂಚಳ್ಳೇರ, ಎರಡು ದಿನಗಳಿಂದ ಜಿಲ್ಲಾಡಳಿತದ ಕಚೇರಿ ಎದುರು ಅಹೋರಾತ್ರಿ ಧರಣಿ ನಡೆಸುತ್ತಿದ್ದರೂ ಸರ್ಕಾರಕ್ಕೆ ರೈತರ ಬಗ್ಗೆ ಕಿಂಚಿತ್ತೂ ಕಾಳಜಿ ಇಲ್ಲದಂತಾಗಿದೆ. ರೈತರ ಹಿತ ಕಾಪಾಡುವ ಜವಾಬ್ದಾರಿ ಇದ್ದವರೇ ಸಚಿವರಾಗಲಿ, ಶಾಸಕರಾಗಲಿ ಬಂದು ಸಮಸ್ಯೆ ಆಲಿಸುತ್ತಿಲ್ಲ. ಆದರೆ ದಪ್ಪ ಚರ್ಮದ ಸರ್ಕಾರ ಕೆಲವು ಕಿವಿ ಮುಚ್ಚಿಕೊಂಡಿರುವುದು ನಾಚಿಕೆಗೇಡಿನ ಸಂಗತಿ ಎಂದು ಆಕ್ರೋಶ ಹೊರಹಾಕಿದರು. ಸರ್ಕಾರ ಮೆಕ್ಕೆಜೋಳಕ್ಕೆ ಪ್ರತಿ ಕ್ವಿಂಟಾಲ್‌ಗೆ ಕೇಂದ್ರದ 2400, ರಾಜ್ಯದ ವಂತಿಗೆ 600 ಸೇರಿಸಿ ಒಟ್ಟು 3000 ರೂ.ಕನಿಷ್ಠ ಬೆಂಬಲ ಬೆಲೆ ನೀಡುವ ಮೂಲಕ ರೈತರಿಗೆ ಬೆಲೆ ನಿಗದಿ ಗ್ಯಾರಂಟಿ ಕೊಡಬೇಕು ಎಂದು ಆಗ್ರಹಿಸಿದರು. bbox=[701, 207, 930, 327]
zp-code: ಡಿಐಪಿಆರ್/ಧಾರವಾಡ/906/ಟೆಂಡರ್‌ಪ್ರಕಟಣೆ/2025-26 bbox=[17, 757, 115, 764]
to-label: To, bbox=[585, 355, 594, 363]
vikrama-title: ವಿಕ್ರಮ bbox=[618, 651, 660, 674]
readers-note-title: ಓದುಗರ ಗಮನಕ್ಕೆ bbox=[477, 518, 573, 535]
notice-title: ಸಾರ್ವಜನಿಕ ನೋಟಿಸ್ bbox=[272, 159, 318, 167]
apmc-name1: ಹಣ್ಣು, ಹೂವು ಮತ್ತು ತರಕಾರಿಗಳ bbox=[87, 779, 193, 791]
rfp-title: REQUEST FOR PROPOSAL bbox=[17, 320, 231, 335]
apmc-title: ಟೆಂಡರ್ ಕಂ ಬಿಡ್ಡಿಂಗ್ ಹರಾಜು ಪ್ರಕಟಣೆ bbox=[17, 836, 231, 851]
court-name: ಮಾನ್ಯ ಸಿವಿಲ್ ಜಡ್ಜ್ (ಹಿರಿ) ಮತ್ತು ಜೆ.ಎಂ.ಎಫ್.ಸಿ ನ್ಯಾಯಾಲಯ ಹುಬ್ಬಳ್ಳಿ bbox=[708, 756, 807, 773]
govt-emblem-icon: ✿ bbox=[17, 506, 45, 534]
right-notices-row1 bbox=[701, 752, 930, 932]
rfp-body3: ಸಂಪರ್ಕ ವಿಳಾಸ: ಮುಖ್ಯ ಕಾರ್ಯನಿರ್ವಹಣಾಧಿಕಾರಿ ಇವರ ಕಛೇರಿ, ಕರ್ನಾಟಕ ಜಲಸಾರಿಗೆ ಮಂಡಳಿ, ಆರಿಗದ್ದಾ, ಬೈತ್ ಖೋಲ್, ಕಾರವಾರ-581302 bbox=[17, 434, 231, 450]
change-of-name-notice bbox=[13, 103, 122, 267]
apmc-cell: 1000+ (ತೆರಿಗೆ) bbox=[194, 901, 230, 929]
notice-body: I, Karan Salamwadkar, S/o Kallapa Babu Salamwadkar, R/o. Plot No. 5, BUDA Colony, Near 2nd Railway Gate, Tilakwadi, Belgaum 580006, have changed my name to Karan Kallapa Salamwadkar vide affidavit dated 20/09/2025 before Notary, Belgaum. bbox=[477, 261, 573, 351]
notice-body: Whereas the above named petitioners have filed application against the respondent seeking death certificate of petitioner's FATHER SOMANA GOUDA S/O. LATE METI GOWDARA DODDA BASAPPA WHO DIED ON 03.05.2001 AT VIMS HOSPITAL, BALLARI. You are hereby summoned to appear in this court in person or by an Advocate duly instructed and able to answer all material questions relating to the claim or who shall be accompanied by some person able to answer all such questions on the day 30-12-2025 at 11-O'Clock in the forenoon, to answer the claim And further you are hereby directed to file on that day a Counter of your defense and to produce on the said day all documents in your possession or Power upon which you base your defense, where you rely on any other document whether in your possession or power or not, as evidence in support of your defense you shall enter such documents in a list to be annexed to the counter. Take notice that, in default of your appearance on the day before mentioned, the suit will be heard and determined in your absence. bbox=[705, 1060, 810, 1314]
notice-heading: CHANGE OF NAME bbox=[242, 529, 348, 545]
notice-heading: CHANGE OF NAME bbox=[358, 454, 466, 470]
change-of-name-notice bbox=[355, 451, 469, 567]
apmc-date: ದಿನಾಂಕ: 24-11-2025 bbox=[178, 825, 231, 833]
notice-title: ಸಾರ್ವಜನಿಕ ನೋಟಿಸ್ bbox=[851, 1033, 896, 1041]
jdr-address: Jdr. No. 2 A P Ramesh S/o. Puttegouda A C Age: 44 Yrs Occ: Assistant Teacher O/o. Govt.High School, Halebudanur Village, Alagodu Post, Srirangapattana Tq Mandya Dist. 571307. R/o. Halebudunur Village, Alagodu Post, Srirangapattana Tq Mandya Dist. Mob. No: 9901747558. bbox=[585, 364, 693, 425]
order-line: Sheristedar bbox=[623, 1098, 655, 1106]
palike-ref: ಕ್ರ.ಸಂ. ಸಕಾಅ/ಉ-2/ಟಿಆ-3/ವಿವ /2025-26 bbox=[243, 892, 339, 900]
zp-body2: ಕಾಮಗಾರಿಯ ಹೆಸರು, ಸಂಕ್ಷಿಪ್ತ ವಿವರ, ಅರ್ಹತೆ, ಟೆಂಡರ್ ನಿಯಮ, ಟೆಂಡರ್ ಮೊತ್ತ, EMD ಮೊತ್ತ ಇತ್ಯಾದಿ ವಿವರಗಳಿಗೆ https://kppp.karnataka.gov.in/ ಮೂಲಕ ಮಾಹಿತಿ ಪಡೆಯಬಹುದು ಅಥವಾ ಈ ಕೆಳಗೆ ಸಹಿ ಮಾಡಿದವರ ಕಛೇರಿಯಲ್ಲಿ ಸಂಪರ್ಕಿಸಿ ವಿವರ ಪಡೆಯಬಹುದು. ಟೆಂಡರ್‌ಗಳನ್ನು ಸ್ವೀಕರಿಸುವ ಅಥವಾ ಯಾವುದೇ ಕಾರಣ ನೀಡದೆ ಯಾವುದೇ ಟೆಂಡರನ್ನು ಅಥವಾ ಎಲ್ಲಾ ಟೆಂಡರ್‌ಗಳನ್ನು ತಿರಸ್ಕರಿಸುವ ಅಧಿಕಾರವನ್ನು ಹೊಂದಿರುತ್ತಾರೆ. bbox=[17, 687, 231, 730]
zp-gov: ಕರ್ನಾಟಕ ಸರ್ಕಾರ bbox=[120, 501, 160, 509]
mundargi-citation bbox=[581, 693, 697, 1080]
apmc-signoff-right: ಸಹಿ/- ಅಧ್ಯಕ್ಷರು bbox=[198, 1100, 231, 1108]
notice-body: I, RADHIKA D VERNEKAR (Old Name) Resident At H No - 21, Kalyan Nagar, Vidyanagar Hubballi - 580031 in the district of Dharwad in Karnataka State, have changed my name as RADHIKA VERNEKAR (New Name) for all purposes, vide affidavit dated: 25/11/2025 before notary M. A. Shivalli. bbox=[359, 737, 465, 827]
notice-signoff: ನ್ಯಾಯಾಲಯದ ಆದೇಶದ ಮೇರೆಗೆ, ಶಿರಸ್ತೇದಾರರು, ಪ್ರಧಾನ ಸಿವಿಲ್ ನ್ಯಾಯಾಲಯ ಹಾವೇರಿ bbox=[245, 256, 345, 273]
case-ref: ಕ್ರಿ.ಮಿ.ಸಂ: 386/2025 bbox=[301, 107, 347, 114]
palike-title: ಸಾರ್ವಜನಿಕ ಪ್ರಕಟಣೆ bbox=[243, 902, 465, 917]
parties: ಅರ್ಜಿದಾರರು: ಸಂತೋಷ ಕೆ ಬಾರ್ಕರ್, ಸಾ|| ಅಂದಲಗಿ -ವಿರುದ್ಧ- ಎದುರುದಾರರು : ಬಸವರಾಜ, ಶಿಗ್ಗಾಂವ ಜನನ-ಮರಣ ನೋಂದಣಿ ಅಧಿಕಾರಿ, ಧಾರವಾಡ bbox=[824, 782, 923, 817]
versus: Versus bbox=[630, 329, 648, 337]
palike-signoff: ಸಹಿ/- ಆಯುಕ್ತರು, ಮಹಾನಗರ ಪಾಲಿಕೆ, ಬೆಳಗಾವಿ. bbox=[367, 989, 465, 997]
print-registration-marks bbox=[0, 1445, 945, 1454]
article-kshourika-stay bbox=[701, 340, 930, 500]
cmyk-dots bbox=[820, 1445, 865, 1454]
column-bc bbox=[239, 103, 469, 1423]
apmc-cell: 3,50,000-00 bbox=[102, 901, 155, 929]
order-line: Sri, M.M.Belagatti bbox=[613, 1124, 665, 1132]
haveri-signoff3: ಪಂಚಾಯತರಾಜ ಇಂಜಿನಿಯರಿಂಗ್ ವಿಭಾಗ, ಹಾವೇರಿ bbox=[590, 1315, 693, 1323]
haveri-office: ಕಾರ್ಯನಿರ್ವಾಹಕ ಇಂಜಿನೀಯರವರ ಕಛೇರಿ ಪಂಚಾಯತ ರಾಜ್ ಇಂಜಿನಿಯರಿಂಗ್ ವಿಭಾಗ ಹಾವೇರಿ - 581110 bbox=[477, 1174, 693, 1182]
to-line: To, The Commissioner cum Registrar Of Birth and Death, City Corporation, CMC, Ballari. bbox=[705, 1024, 808, 1050]
petitioners-label: Petitioner's bbox=[585, 732, 616, 740]
vikrama-ad bbox=[581, 620, 697, 688]
zp-dharwad-tender bbox=[13, 496, 235, 769]
newspaper-title: ಹೊಸ ದಿಗಂತ bbox=[78, 38, 178, 63]
zp-signoff3: ಪಂ.ರಾ.ಇಂ.ವಿಭಾಗ, ಧಾರವಾಡ. bbox=[168, 748, 231, 756]
court-name: IN THE COURT OF CIVIL JUDGE & J.M.F.C AT MUNDARGI bbox=[586, 706, 692, 722]
health-body2: ಟೆಂಡರ್ ಫಾರ್ಮುಗಳನ್ನು ಹಾಗೂ ನಿಬಂಧನೆಗಳನ್ನೊಳಗೊಂಡ ಟೆಂಡರ್ ಪುಸ್ತಕವನ್ನು ದಿನಾಂಕ : 24-11-2025 ರಿಂದ ದಿನಾಂಕ : 22-12-2025 ರ ಸಂಜೆ 5.00 ಗಂಟೆಯೊಳಗೆ ಇ-ಪ್ರೊಕ್ಯೂರ್‌ಮೆಂಟ್ ವೆಬ್‌ಸೈಟ್ : www.kppp.karnataka.gov.in ನಲ್ಲಿ ಇ-ಪೋರ್ಟಾಲ್ ನಿಗದಿಪಡಿಸಿದ ಮುಚ್ಚುವಂತೆ ಪಡೆಯಬಹುದು. ಭರ್ತಿ ಮಾಡಿದ ಟೆಂಡರ್ ಫಾರ್ಮುಗಳನ್ನು ದಿನಾಂಕ : 23-12-2025 ರ ಸಂಜೆ 5.00 ಗಂಟೆಯವರೆಗೆ ಇ-ಪೋರ್ಟಲ್‌ನಲ್ಲಿ ಅಪ್‌ಲೋಡ್ ಮಾಡಬಹುದು. ಸ್ವೀಕರಿಸಿದ ಟೆಂಡರ್‌ಗಳ ತಾಂತ್ರಿಕ ಬಿಡ್‌ನ್ನು ದಿನಾಂಕ : 24-12-2025 ರ ಮಧ್ಯಾಹ್ನ 3.00 ಗಂಟೆಗೆ ತೆರೆಯಲಾಗುವುದು. bbox=[243, 1125, 465, 1177]
judgment-debtors: Judgment Debtors : SATHEESH KUMAR N D & OTHERS bbox=[585, 338, 674, 354]
zp-office2: ಕಾರ್ಯನಿರ್ವಾಹಕ ಇಂಜಿನೀಯರರು, bbox=[95, 519, 185, 529]
notice-body: I, KOTRESHAHALPPA KARADAPPANAVARA (Old Name) Resident of Ward: 03, Near Basaweswara High School, Vtc: Kodiyal, Po: Kumarapattanam, Ranebennur, District: Haveri, State: Karnataka, Pin Code: 581123, have changed my name as KOTRESH HALAPPA KARADAPPANAVARA (New Name) henceforth I will be called and recognized by new name for all future purposes, dated: 25/11/2025. bbox=[360, 594, 464, 705]
to-whom: TO WHOM SO EVER IT MAY CONCERNED bbox=[369, 203, 455, 220]
between: Between: Sri. J. Ramesh and others .....Petitioners : bbox=[359, 142, 449, 159]
raichur-citation bbox=[581, 246, 697, 615]
zp-indent: Indent No General : 20254/Call-2 bbox=[17, 634, 107, 642]
court-notice-873 bbox=[701, 752, 814, 927]
notice-footer: Given under my hand and seal of the court on the 25th day NOV-2025. By order of the court. Chief Ministerial Officer Hon'ble P.C.J & J.M.F.C. Court Ballari. Marenna T Advocate, Ballari bbox=[362, 397, 462, 441]
notice-title: ಪತ್ರಿಕಾ ಪ್ರಕಟಣೆ bbox=[858, 817, 889, 825]
section-banner bbox=[261, 36, 924, 80]
header-rule bbox=[15, 96, 930, 97]
zp-sched1: 1) ಟೆಂಡರ್ ದಾಖಲೆಗಳನ್ನು ದಿನಾಂಕ: 24-11-2025 ರಿಂದ ಡೌನಲೋಡ್ ಮಾಡಿಕೊಳ್ಳಲು ದಿನಾಂಕ: 03-12-2025 ರ ಸಂಜೆ 4.00 ಗಂಟೆಯವರೆಗೆ ಟೆಂಡರುಗಳನ್ನು ಸಲ್ಲಿಸಬಹುದು. bbox=[17, 651, 231, 668]
haveri-body: ದಿನಾಂಕ:21-11-2025 ರಂದು ಕರ್ನಾಟಕ ಸಾರ್ವಜನಿಕ ಸಂಗ್ರಹಣೆಗಳ ಪೋರ್ಟಲ್ ಮೂಲಕ, ಕಾಮಗಾರಿ ಇಂಡೆಂಟ್ ಸಂಖ್ಯೆ 19834 IIA 19969 19978 20014 20015 20552 20556 ST 20560 20595 19608/Call-2 19610/Call-2 19947/Call-3 20870 SC 19768 19838 IIA 19840 I 19920 19962 19965 I 19970 19980 20002 20007 20010 20242 IIA 20463 20467 20505 20525 SC 20527 20528 IIA 20530 20532 IIA 20536 20543 SC 20548 20561 20566 SC 20592 ST 20599 20600 SC 20608 SC 20614 SC 20622 20620 ST 20683 20474 1, 2 & 3ನೇ ಕರೆ ಕಾಮಗಾರಿಗೆ ಸುತ್ತಿಗೆ ಪ್ರಕಟಣೆಯನ್ನು ನೀಡಲಾಗಿದ್ದು, ಕರ್ನಾಟಕ ಸಾರ್ವಜನಿಕ ಸಂಗ್ರಹಣೆಗಳ ಪೋರ್ಟಲ್ ಮೂಲಕ ಸುತ್ತಿಗೆ ಪತ್ರಗಳನ್ನು ಪಡೆಯುವ ಕೊನೆಯ ದಿನಾಂಕ:21-11-2025 (ಮಧ್ಯಾಹ್ನ 4.00 ಗಂಟೆಯವರೆಗೆ) ಎಂದು ನಿಗದಿಪಡಿಸಲಾಗಿರುತ್ತದೆ. ಹೆಚ್ಚಿನ ವಿವರಗಳಿಗಾಗಿ ಹಾಗೂ ಮಾಹಿತಿಗಾಗಿ http://www.kppp.karnatak.gov.in ನ್ನು ಸಂಪರ್ಕಿಸಲು ಕೋರಲಾಗಿದೆ. bbox=[477, 1209, 693, 1296]
health-code: ಡಿಐಪಿಆರ್/ಬೆಳಗಾವಿ/1775/ಟೆಂಡರ್/2025-26 bbox=[243, 1204, 328, 1211]
apmc-auction-notice bbox=[13, 774, 235, 1112]
zp-sched-label: ಕ್ಯಾಲೆಂಡರ್ ಆಫ್ ಇವೆಂಟ್ಸ್: bbox=[17, 643, 73, 651]
respondent: The Commissioner cum Registrar Of Birth and Death, City Corporation, CMC, Ballari ....Respondent bbox=[705, 998, 799, 1023]
ep-number: EP No: 89/2025. bbox=[617, 285, 661, 293]
apmc-col-header: ನಿಗದಿಪಡಿಸಿರುವ ಕನಿಷ್ಠ ದರ ರೂ.ಗಳಲ್ಲಿ bbox=[102, 882, 155, 901]
palike-address: ಸಿಟಿಎಸ್.ನಂ.4821/26, 4821/27, ಆರ್.ಎಸ್.ನಂ.1005, ಕಡೋಲಕರ ಗಲ್ಲಿ, ಬೆಳಗಾವಿ. ದೂರವಾಣಿ : 0831-2405304, ಫ್ಯಾಕ್ಸ್ : 2405306 bbox=[278, 854, 462, 870]
zp-date: ದಿನಾಂಕ 25-11-2025 bbox=[180, 545, 231, 553]
vikrama-note: ಓದಿ bbox=[633, 673, 645, 683]
court-name: IN THE COURT OF THE HON'BLE IV ADDITIONAL CIVIL JUDGE & JMFC AT BALLARI bbox=[361, 107, 463, 132]
change-of-name-notice bbox=[355, 715, 469, 831]
mundargi-order-box bbox=[581, 1085, 697, 1146]
change-of-name-notice bbox=[581, 103, 697, 241]
citation-label: CITATION bbox=[623, 697, 655, 705]
apmc-cell: 1 bbox=[18, 901, 33, 929]
article-headline: ಕ್ಷೌರಿಕ ಶ್ರೀಗಳ ನಿರ್ಬಂಧ ಆದೇಶಕ್ಕೆ ತಡೆ bbox=[701, 340, 913, 361]
health-name: ಆರೋಗ್ಯ & ಕುಟುಂಬ ಕಲ್ಯಾಣ ಇಲಾಖೆ bbox=[302, 1020, 438, 1033]
news-column bbox=[701, 103, 930, 1423]
cmyk-dots bbox=[327, 1445, 372, 1454]
decree-holder: Decree Holder : M/s. MARGADARSI CHITS (K) PVT. LTD., Raichur Branch Rep. By its Manager Cum Foreman M Sadashivaiah S/o. M Gurubasaiah. bbox=[585, 294, 686, 328]
apmc-intro: ಹಣ್ಣು ಮತ್ತು ತರಕಾರಿಗಳ (ವಿಶೇಷ) ಕೃಷಿ ಉತ್ಪನ್ನ ಮಾರುಕಟ್ಟೆ ಸಮಿತಿ, ಬಿನ್ನಿಪೇಟೆ ಬೆಂಗಳೂರು ಇಲ್ಲಿ ಇರುವ 01 ಸಂಖ್ಯೆ ನಿಸಾನ್ ಟೆರಾನೋ ವಾಹನವನ್ನು ಯಥಾ ಸ್ಥಿತಿಯಲ್ಲಿ ಟೆಂಡರ್-ಕಂ-ಬಿಡ್ಡಿಂಗ್ ಹರಾಜು ಮೂಲಕ ವಿಲೇವಾರಿ ಮಾಡಲು ದ್ವಿಪ್ರತಿಯಲ್ಲಿ ಅರ್ಜಿ ಆಹ್ವಾನಿಸಲಾಗಿದೆ. bbox=[17, 852, 231, 878]
page-number: ೧೦ bbox=[148, 78, 225, 94]
rfp-body1: ಕರ್ನಾಟಕ ಸರ್ಕಾರದ ರಾಜ್ಯಪಾಲರ ಪರವಾಗಿ “OPERATING BERTH AT OLD MANGALORE PORT (CITY SIDE), KARNATAKA UNDER PUBLIC PRIVATE PARTNERSHIP (PPP) MODEL ON RENOVATE, OPERATE, MAINTAIN AND TRANSFER (ROMT) BASIS” ಕಾಮಗಾರಿಯನ್ನು ಕೈಗೊಳ್ಳಲು ಇ-ಪ್ರೊಕ್ಯೂರ್‌ಮೆಂಟ್ ಪದ್ಧತಿಯಲ್ಲಿ ಟೆಂಡರ್ ಕರೆಯಲಾಗಿದ್ದು https://kppp.karnataka.gov.in/kppp ನಲ್ಲಿ ಹೆಚ್ಚಿನ ಮಾಹಿತಿ ಪಡೆದು ಇ-ಪ್ರೊಕ್ಯೂರ್‌ಮೆಂಟ್‌ನಲ್ಲಿ ಪಾಲ್ಗೊಳ್ಳಬಹುದಾಗಿದೆ. ಸದರಿ ಟೆಂಡರಿನ ಅವಧಿ ವಿಸ್ತರಣೆಯ ಮಾಹಿತಿಯನ್ನು ಮೇಲೆ ತಿಳಿಸಿರುವ ವೆಬ್‌ಸೈಟ್‌ನಿಂದ ಪಡೆಯತಕ್ಕದ್ದು. bbox=[17, 337, 231, 397]
zp-office3: ಪಂಚಾಯತ್ ರಾಜ್ ಇಂಜಿನೀಯರಿಂಗ್ ವಿಭಾಗ, ಧಾರವಾಡ bbox=[67, 530, 213, 540]
logo-emblem-icon: ಹ bbox=[41, 40, 71, 70]
palike-name: ಬೆಳಗಾವಿ ಮಹಾನಗರ ಪಾಲಿಕೆ bbox=[319, 841, 421, 854]
notice-signoff: ಸಹಿ/- ಪ್ರ. ಎಸಿಜೆ ನ್ಯಾಯಾಲಯದ ಆದೇಶದ ಮೇರೆಗೆ, ಹುಬ್ಬಳ್ಳಿ bbox=[483, 212, 567, 229]
haveri-code: DIPR/HVR/S21/2025-26 bbox=[477, 1324, 533, 1330]
respondent: The Registarar, Registration of Births and Deaths Town Municipal Council Mundargi, Dist:Gadag All, Concerned. bbox=[585, 900, 691, 925]
order-line: By the order of the Court bbox=[604, 1089, 674, 1097]
haveri-subtitle: ಕಛೇರಿ ಸುತ್ತಿಗೆ ಪ್ರಕಟಣೆ ಸಂ. bbox=[477, 1191, 531, 1199]
apmc-cell: ನಿಸಾನ್ ಟೆರಾನೋ ವಾಹನ ಸಂಖ್ಯೆ: ಕೆಎ-04-ಎಂಆರ್-7175 bbox=[32, 901, 102, 929]
apmc-col-header: ನಿಗದಿತ ಅರ್ಜಿ ಮುಲ್ಯ ರೂ. bbox=[194, 882, 230, 901]
notice-body: ಮೇಲ್ಕಂಡ ಪ್ರಕರಣದಲ್ಲಿ ಅರ್ಜಿದಾರರು ಹನುಮನಮಟ್ಟಿ ಗ್ರಾಮದ ಸರ್ವೆ ನಂಬರ 207 ಕ್ಷೇತ್ರ “6×9” ಮೀಟರ್ ನಿವೇಶನದ ಮ್ಯುಟೇಶನ್ ದಾಖಲೆಗಳ ಕುರಿತು ನ್ಯಾಯಾಲಯದಲ್ಲಿ ಅರ್ಜಿ ಸಲ್ಲಿಸಿರುತ್ತಾರೆ. ಈ ಕುರಿತು ಯಾರಿಗಾದರೂ ಆಕ್ಷೇಪಣೆ ಇದ್ದಲ್ಲಿ ದಿನಾಂಕ 20/11/2025 ರಂದು ಮಾನ್ಯ ಪ್ರಧಾನ ಸಿವಿಲ್ ನ್ಯಾಯಾಧೀಶರ ನ್ಯಾಯಾಲಯ ಹಾವೇರಿಯಲ್ಲಿ ಹಾಜರಾಗಿ ಆಕ್ಷೇಪಣೆ ಸಲ್ಲಿಸತಕ್ಕದ್ದು. ತಪ್ಪಿದಲ್ಲಿ ಪ್ರಕರಣವನ್ನು ಏಕಪಕ್ಷೀಯವಾಗಿ ತೀರ್ಮಾನಿಸಲಾಗುವುದು. bbox=[243, 168, 347, 255]
change-of-name-notice bbox=[126, 103, 235, 267]
palike-code: ಡಿಐಪಿಆರ್/ಬೆಳಗಾವಿ/8515/ಮನಪಾಂ/2025-26 bbox=[243, 998, 329, 1005]
readers-attention-box bbox=[473, 512, 577, 607]
article-divider bbox=[701, 746, 930, 747]
apmc-cell: 25,000-00 bbox=[156, 901, 195, 929]
notice-body: I TAHURA w/o HUSSAINBADSHA GOLANDAZ R/O Nekar Oni, Ward No. 10, Badami Tq: Badami, Dist: Bagalkot Before marriage my name as MULLA TAHURA ABUBKAR After marriage my name as TAHURA w/o HUSSAINBADSHA GOLANDAZ Date of birth is 19-07-1998 pertains to one and the same person. Vide affidavit sworn before notary I.M. Bagawan, Advocate & Notary Badami dated: 22-11-2025 bbox=[585, 125, 693, 236]
palike-body: ಅರ್ಜಿದಾರರಾದ ಅಧ್ಯಕ್ಷರು, ಅಲ್-ಅಮೀನ್ ಪ್ರೋಗ್ರೆಸಿವ್ ಎಜುಕೇಶನಲ್ ಸೊಸೈಟಿಯವರು ತಮ್ಮ ಅರ್ಜಿ ಸಂಖ್ಯೆ BGM-LBPAS-23890/25-26/BP ದಿನಾಂಕ: 25-10-2025 ರನ್ವಯ ಬೆಳಗಾವಿ ಸಿಟಿಎಸ್ ನಂ.2738, ಟಿಸ ನಂ.562, ಸ್ವಾಮ ನಂ.35+43+43ಎ ರ ಕ್ಷೇತ್ರ-1125.62 ಚ.ಮೀ. ಜಾಗದಲ್ಲಿ ಪ್ರಾಥಮಿಕ ಶಾಲಾ ಕಟ್ಟಡ ನಿರ್ಮಾಣದ ಪರವಾನಿಗೆ ನೀಡುವಂತೆ ಬೆಳಗಾವಿ ಮಹಾನಗರ ಪಾಲಿಕೆ ಕಚೇರಿಗೆ ಅರ್ಜಿ ಸಲ್ಲಿಸಿರುತ್ತಾರೆ. ಸರ್ಕಾರದ ಸುತ್ತೋಲೆ ಸಂ.ನಅಇ-217/ಬೆಮಪ್ರಾ/2009, ದಿನಾಂಕ:19-09-2009 ರಲ್ಲಿ ನೀಡಿರುವ ಅವಕಾಶದನ್ವಯ ಈ ಪ್ರಕಟಣೆಯನ್ನು ಸಾರ್ವಜನಿಕ ಮಾಹಿತಿಗಾಗಿ ಪ್ರಕಟಿಸಲಾಗಿದೆ. ಸಾರ್ವಜನಿಕರಲ್ಲಿ ಯಾರದರು ಆಕ್ಷೇಪಣೆಗಳಿದ್ದಲ್ಲಿ ಈ ಪ್ರಕಟಣೆಯು ದಿನಪತ್ರಿಕೆಗಳಲ್ಲಿ ಪ್ರಕಟಗೊಂಡ ದಿನಾಂಕದಿಂದ 15 ದಿನಗಳೊಳಗಾಗಿ ಆಯುಕ್ತರು, ಮಹಾನಗರ ಪಾಲಿಕೆ, ಬೆಳಗಾವಿ ಇವರಿಗೆ ಲಿಖಿತವಾಗಿ ಸಲ್ಲಿಸಬಹುದಾಗಿದೆ. ಅವಧಿ ಮೀರಿ ಬಂದ ಆಕ್ಷೇಪಣೆಗಳನ್ನು ಪರಿಗಣಿಸಲಾಗುವುದಿಲ್ಲ. bbox=[243, 919, 465, 989]
haveri-gov: ಕರ್ನಾಟಕ ಸರ್ಕಾರ bbox=[477, 1157, 693, 1172]
banner-accent-bar bbox=[918, 36, 924, 80]
case-number: Crl.Misc No: 113/2025 bbox=[843, 756, 904, 764]
court-name: ಮಾನ್ಯ ಪ್ರಧಾನ ಸಿವಿಲ್ ನ್ಯಾಯಾಧೀಶರ ನ್ಯಾಯಾಲಯ, ಹಾವೇರಿ bbox=[243, 115, 347, 132]
to-label: To Respondent: bbox=[359, 221, 402, 229]
dateline: ಧಾರವಾಡ: bbox=[701, 365, 730, 375]
change-of-name-notice bbox=[473, 361, 577, 508]
notice-body: I, FHILIP PIRERA (Old Name) Resident of H No 18/1 Bhosgali Khanapur 591302 (Address), have changed my name as PHILIP SALVADOR PEREIRA (New Name) henceforth I will be called and recognized by new name for all future purposes, dated: 25/11/2025. bbox=[244, 547, 346, 627]
zp-title: ಅಲ್ಪಾವಧಿ ಟೆಂಡರ್ ಪ್ರಕಟಣೆ -28/2025-26 bbox=[17, 556, 231, 571]
article-body: ಮೆಕ್ಕೆಜೋಳಕ್ಕೆ 3 ಸಾವಿರ ರೂ. ದರ ನಿಗದಿ ಹಾಗೂ ಮೆಕ್ಕೆಜೋಳ ಖರೀದಿ ಕೇಂದ್ರ ಶೀಘ್ರ ಪ್ರಾರಂಭಿಸುವಂತೆ ಆಗ್ರಹಿಸಿ ಸಾಮೂಹಿಕ ನಾಯಕತ್ವದ ರಾಜ್ಯ ರೈತ ಸಂಘ ಹಾಗೂ ಹಸಿರು ಸೇನೆಯ ರೈತ ಮುಖಂಡರು ನಡೆಸುತ್ತಿರುವ ಅಹೋರಾತ್ರಿ ಧರಣಿ ಸತ್ಯಾಗ್ರಹ ಮಂಗಳವಾರ ಎರಡನೇ ದಿನವನ್ನು ಪೂರೈಸಿ, ಬುಧವಾರ ಮೂರನೇ ದಿನಕ್ಕೆ ಕಾಲಿಟ್ಟಿದೆ. ಶಿಗ್ಗಾವಿ ಸಂಗನಬಸವ ಸ್ವಾಮೀಜಿ ಸೇರಿದಂತೆ ವಿವಿಧ ಸಂಘಟನೆಗಳ ಮುಖಂಡರು ಮಂಗಳವಾರ ಸಾಥ್ ನೀಡಿ ರೈತರ ಹೋರಾಟ ಬೆಂಬಲಿಸಿದರು. bbox=[701, 133, 930, 204]
notice-heading: CHANGE OF NAME bbox=[16, 106, 119, 122]
notice-signoff: ನ್ಯಾಯಾಲಯದ ಆದೇಶದ ಮೇರೆಗೆ ನ್ಯಾಯಾಲಯದ ಶಿರಸ್ತೇದಾರರು, ಪ್ರಧಾನ & ಜೆ.ಎಂ.ಎಫ್.ಸಿ ನ್ಯಾಯಾಲಯದಲ್ಲಿ — ಅರ್ಜಿದಾರರ ಪರ ವಕೀಲರು, ಶ್ರೀ ಎಂ.ಎಂ. ಮಠಪತಿ, ಹುಬ್ಬಳ್ಳಿ bbox=[707, 862, 808, 896]
apmc-name2: (ವಿಶೇಷ) ಕೃಷಿ ಉತ್ಪನ್ನ ಮಾರುಕಟ್ಟೆ ಸಮಿತಿ, bbox=[74, 792, 206, 804]
case-number: Crl. M.C. No.655 OF 2025 bbox=[722, 963, 793, 971]
notice-heading: CHANGE OF NAME bbox=[358, 575, 466, 591]
palike-emblem-icon: ✿ bbox=[243, 850, 271, 878]
change-of-name-notice bbox=[239, 405, 351, 521]
zp-body1: ಕರ್ನಾಟಕ ಗೌರವಾನ್ವಿತ ರಾಜ್ಯಪಾಲರ ಪರವಾಗಿ ಕಾರ್ಯಪಾಲಕ ಅಭಿಯಂತರರು, ಪಂಚಾಯತ್ ರಾಜ್ ಇಂಜಿನೀಯರಿಂಗ್ ವಿಭಾಗ, ಧಾರವಾಡ ಇವರಿಂದ ಸರ್ಕಾರಿ ಆದೇಶ ಸಂಖ್ಯೆ: No.FD 876 Exp-12/2017, Bangalore, dated: 15-09-2017 ರನ್ವಯ ಪರಿಷ್ಕೃತ ಮತ್ತು ಪರಿಚ್ಛೇದಿತ ಕಾಮಗಾರಿಗಳ ಟೆಂಡರನ್ನು ಇ-ಪ್ರೊಕ್ಯೂರಮೆಂಟ್ ಮುಖಾಂತರ ನಿಗದಿತ ನಮೂನೆಯಲ್ಲಿ ಕ.ಗ್ರಾ.ಮೂ. ಸಂಸ್ಥೆಯಲ್ಲಿ ನೋಂದಾಯಿಸಿರುವ ಅರ್ಹ ಗುತ್ತಿಗೆದಾರರಿಂದ KW-3 ರಲ್ಲಿ ಸುಮಾರು 2000 ದಷ್ಟು ಇ-ಪ್ರೊಕ್ಯೂರ್‌ಮೆಂಟ್ https://kppp.karnataka.gov.in/ ಮೂಲಕ ಟೆಂಡರ್ ದಾಖಲೆಗಳನ್ನು ಆಹ್ವಾನಿಸಲಾಗಿದೆ. bbox=[17, 581, 231, 633]
notice-body: WHEREAS, the above named petitioner has filed the above petition against you under section 13 (2) of Births and Deaths Act, 1969, for seeking the death certificate of petitioners Grandmother by name HONNURAMMA W/o Late. MALLAPPA, who died on 10-07-1973 at Kallukutiginahal Village, Ballari Taluk and District. You are here by directed to appear in this court in person or by a pleader duly instructed on 26/12/2025 at 11.00 A.M. without fail, failing which the petition will be heard and determined ex-parte. bbox=[359, 274, 465, 396]
citation-label: CITATION bbox=[623, 250, 655, 258]
order-line: Advocate Mundargi bbox=[613, 1133, 665, 1141]
citation-body: WHEREAS The above named petitioner's has/have filed a petition seeking for directions to respondent to register date of death of deceased person by name “Smt Fatmabi w/o Budensab Dibbadahalli” who died on 13/06/2017 at Mundargi; the above claiming registration of death date before the municipality of Mundargi, if any objections to the claim of above petitioners, they may be filed their objection on 30/12/2025 at 11:00 O'clock in the forenoon to answer the claim and in default of your appearance the petition will be heard and determined in your absence. bbox=[585, 926, 693, 1057]
parties: 1. ಪರಮೇಶಪ್ಪ ರಾಮಣ್ಣ ಜಾವೂರ ...ಅರ್ಜಿದಾರರು -ವಿರುದ್ಧ- 1. ಬೆಳವಣಕ್ಕಿ ಗ್ರಾಮ ಪಂಚಾಯತ ...ಪ್ರತಿವಾದಿ bbox=[245, 133, 345, 159]
zp-subtitle: (ಇ-ಪ್ರೊಕ್ಯೂರಮೆಂಟ್ ಮುಖಾಂತರ) bbox=[89, 572, 159, 580]
